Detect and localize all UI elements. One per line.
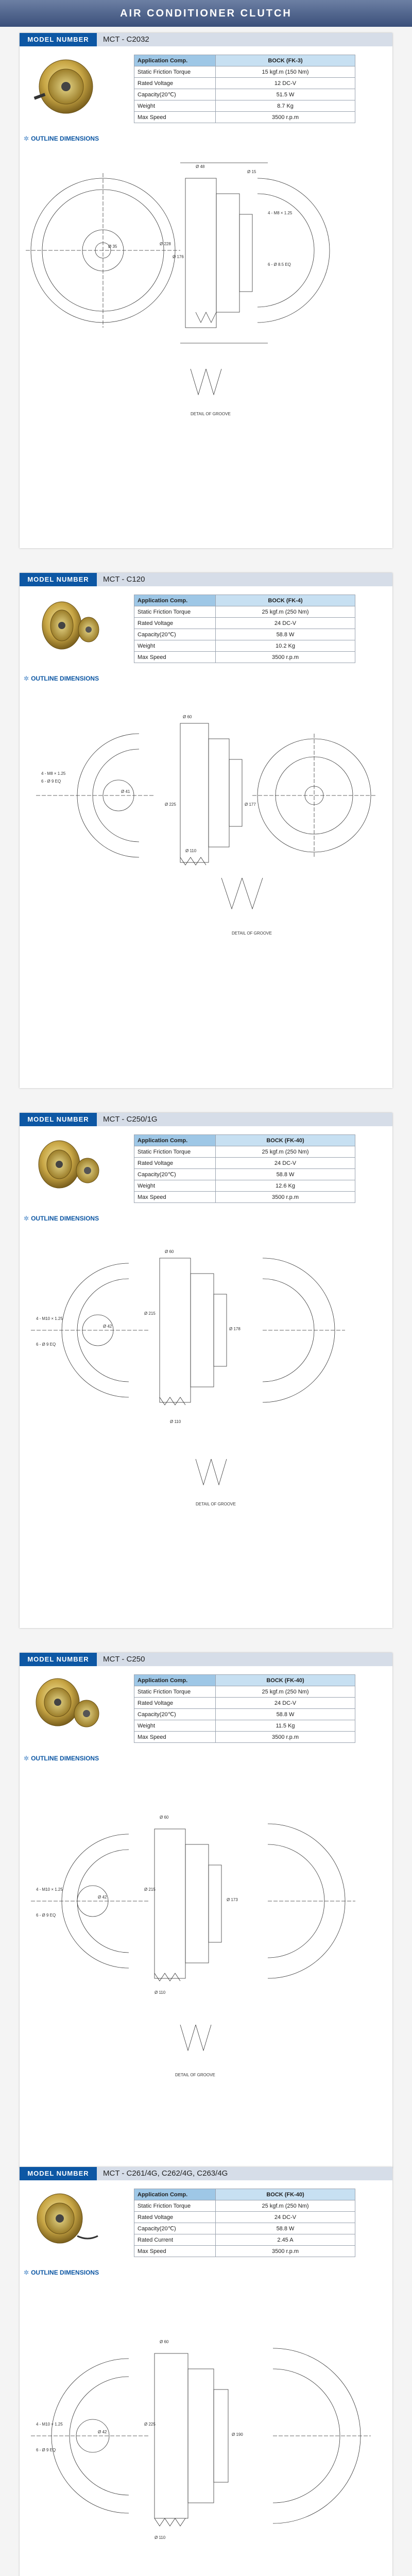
dimension-label: Ø 228 xyxy=(160,242,171,246)
table-row xyxy=(134,640,355,652)
table-cell: 3500 r.p.m xyxy=(216,1192,355,1203)
table-row xyxy=(134,1146,355,1158)
star-icon: ✲ xyxy=(24,675,29,682)
table-cell: BOCK (FK-40) xyxy=(216,2189,355,2200)
table-row xyxy=(134,2234,355,2246)
table-row xyxy=(134,1709,355,1720)
table-cell: 58.8 W xyxy=(216,1169,355,1180)
table-cell: Weight xyxy=(134,640,216,652)
table-cell: 24 DC-V xyxy=(216,1158,355,1169)
table-cell: 2.45 A xyxy=(216,2234,355,2246)
table-row xyxy=(134,606,355,618)
table-cell: 58.8 W xyxy=(216,629,355,640)
table-cell: 58.8 W xyxy=(216,1709,355,1720)
clutch-photo xyxy=(31,1136,103,1197)
product-panel-1 xyxy=(20,33,392,548)
outline-drawing xyxy=(26,1227,386,1516)
table-cell: Static Friction Torque xyxy=(134,1146,216,1158)
table-cell: Application Comp. xyxy=(134,55,216,66)
table-row xyxy=(134,595,355,606)
model-number-value: MCT - C120 xyxy=(103,575,145,584)
table-cell: 24 DC-V xyxy=(216,1698,355,1709)
model-bar xyxy=(20,573,392,586)
outline-heading xyxy=(24,1215,99,1222)
dimension-label: Ø 110 xyxy=(154,2535,166,2540)
table-row xyxy=(134,1192,355,1203)
model-number-value: MCT - C250 xyxy=(103,1655,145,1664)
outline-heading xyxy=(24,675,99,682)
table-cell: 25 kgf.m (250 Nm) xyxy=(216,1146,355,1158)
table-row xyxy=(134,1686,355,1698)
spec-table xyxy=(134,595,355,663)
table-cell: 25 kgf.m (250 Nm) xyxy=(216,1686,355,1698)
model-number-label: MODEL NUMBER xyxy=(20,2167,97,2180)
dimension-label: Ø 41 xyxy=(121,789,130,794)
spec-table xyxy=(134,1674,355,1743)
product-panel-4 xyxy=(20,1653,392,2168)
dimension-label: Ø 225 xyxy=(165,802,176,807)
outline-heading xyxy=(24,135,99,142)
table-row xyxy=(134,89,355,100)
clutch-photo xyxy=(31,1675,103,1737)
model-bar xyxy=(20,2167,392,2180)
dimension-label: Ø 110 xyxy=(185,849,197,853)
table-cell: Rated Voltage xyxy=(134,618,216,629)
table-cell: Weight xyxy=(134,100,216,112)
table-row xyxy=(134,618,355,629)
table-cell: Capacity(20℃) xyxy=(134,2223,216,2234)
table-cell: 25 kgf.m (250 Nm) xyxy=(216,606,355,618)
outline-title: OUTLINE DIMENSIONS xyxy=(31,1215,99,1222)
table-cell: Application Comp. xyxy=(134,595,216,606)
dimension-label: Ø 60 xyxy=(160,2340,169,2344)
table-cell: 8.7 Kg xyxy=(216,100,355,112)
dimension-label: DETAIL OF GROOVE xyxy=(232,931,272,936)
table-cell: Capacity(20℃) xyxy=(134,89,216,100)
dimension-label: 6 - Ø 9 EQ xyxy=(36,1342,56,1347)
table-cell: 11.5 Kg xyxy=(216,1720,355,1732)
table-row xyxy=(134,652,355,663)
dimension-label: Ø 60 xyxy=(183,715,192,719)
page-title: AIR CONDITIONER CLUTCH xyxy=(120,7,292,19)
table-cell: Rated Voltage xyxy=(134,78,216,89)
model-number-label: MODEL NUMBER xyxy=(20,1653,97,1666)
table-cell: 3500 r.p.m xyxy=(216,652,355,663)
dimension-label: Ø 110 xyxy=(154,1990,166,1995)
table-cell: Capacity(20℃) xyxy=(134,1169,216,1180)
dimension-label: DETAIL OF GROOVE xyxy=(196,1502,236,1506)
table-row xyxy=(134,78,355,89)
table-cell: Rated Current xyxy=(134,2234,216,2246)
table-cell: 58.8 W xyxy=(216,2223,355,2234)
table-cell: 51.5 W xyxy=(216,89,355,100)
table-cell: Rated Voltage xyxy=(134,2212,216,2223)
dimension-label: Ø 60 xyxy=(160,1815,169,1820)
table-cell: BOCK (FK-3) xyxy=(216,55,355,66)
table-cell: 10.2 Kg xyxy=(216,640,355,652)
table-row xyxy=(134,2189,355,2200)
dimension-label: DETAIL OF GROOVE xyxy=(175,2073,215,2077)
table-row xyxy=(134,100,355,112)
model-bar xyxy=(20,33,392,46)
table-row xyxy=(134,2212,355,2223)
clutch-photo xyxy=(31,56,103,117)
table-cell: Application Comp. xyxy=(134,2189,216,2200)
table-cell: 3500 r.p.m xyxy=(216,2246,355,2257)
dimension-label: Ø 177 xyxy=(245,802,256,807)
star-icon: ✲ xyxy=(24,1215,29,1222)
outline-drawing xyxy=(26,147,386,426)
model-number-value: MCT - C250/1G xyxy=(103,1115,158,1124)
star-icon: ✲ xyxy=(24,1755,29,1762)
table-cell: 12.6 Kg xyxy=(216,1180,355,1192)
dimension-label: Ø 60 xyxy=(165,1249,174,1254)
table-row xyxy=(134,629,355,640)
dimension-label: Ø 215 xyxy=(144,1887,156,1892)
outline-heading xyxy=(24,1755,99,1762)
table-cell: Max Speed xyxy=(134,112,216,123)
dimension-label: 4 - M10 × 1.25 xyxy=(36,1316,63,1321)
table-cell: 12 DC-V xyxy=(216,78,355,89)
dimension-label: Ø 215 xyxy=(144,1311,156,1316)
table-row xyxy=(134,2200,355,2212)
product-panel-5 xyxy=(20,2167,392,2576)
table-cell: Max Speed xyxy=(134,1732,216,1743)
dimension-label: Ø 176 xyxy=(173,255,184,259)
table-row xyxy=(134,66,355,78)
model-bar xyxy=(20,1653,392,1666)
table-row xyxy=(134,2246,355,2257)
model-number-value: MCT - C2032 xyxy=(103,35,149,44)
spec-table xyxy=(134,1134,355,1203)
table-cell: 3500 r.p.m xyxy=(216,1732,355,1743)
clutch-photo xyxy=(31,2190,103,2251)
dimension-label: Ø 48 xyxy=(196,164,205,169)
dimension-label: 4 - M10 × 1.25 xyxy=(36,2422,63,2427)
product-panel-3 xyxy=(20,1113,392,1628)
star-icon: ✲ xyxy=(24,135,29,142)
outline-drawing xyxy=(26,1767,386,2087)
spec-table xyxy=(134,55,355,123)
table-cell: Rated Voltage xyxy=(134,1158,216,1169)
dimension-label: Ø 42 xyxy=(98,1895,107,1900)
outline-title: OUTLINE DIMENSIONS xyxy=(31,675,99,682)
table-row xyxy=(134,1169,355,1180)
table-row xyxy=(134,1675,355,1686)
dimension-label: 6 - Ø 9 EQ xyxy=(41,779,61,784)
table-cell: BOCK (FK-4) xyxy=(216,595,355,606)
dimension-label: Ø 42 xyxy=(103,1324,112,1329)
table-cell: Capacity(20℃) xyxy=(134,1709,216,1720)
table-cell: Weight xyxy=(134,1720,216,1732)
table-cell: Application Comp. xyxy=(134,1675,216,1686)
dimension-label: Ø 190 xyxy=(232,2432,243,2437)
model-number-value: MCT - C261/4G, C262/4G, C263/4G xyxy=(103,2169,228,2178)
table-cell: Static Friction Torque xyxy=(134,2200,216,2212)
table-cell: 15 kgf.m (150 Nm) xyxy=(216,66,355,78)
dimension-label: Ø 110 xyxy=(170,1419,181,1424)
table-cell: Static Friction Torque xyxy=(134,606,216,618)
dimension-label: Ø 173 xyxy=(227,1897,238,1902)
table-row xyxy=(134,55,355,66)
dimension-label: 4 - M8 × 1.25 xyxy=(268,211,293,215)
dimension-label: DETAIL OF GROOVE xyxy=(191,412,231,416)
model-bar xyxy=(20,1113,392,1126)
dimension-label: Ø 178 xyxy=(229,1327,241,1331)
dimension-label: 6 - Ø 8.5 EQ xyxy=(268,262,291,267)
table-row xyxy=(134,2223,355,2234)
table-row xyxy=(134,1135,355,1146)
table-cell: BOCK (FK-40) xyxy=(216,1135,355,1146)
table-cell: Max Speed xyxy=(134,652,216,663)
table-row xyxy=(134,112,355,123)
table-row xyxy=(134,1720,355,1732)
star-icon: ✲ xyxy=(24,2269,29,2276)
table-cell: Static Friction Torque xyxy=(134,1686,216,1698)
spec-table xyxy=(134,2189,355,2257)
outline-title: OUTLINE DIMENSIONS xyxy=(31,135,99,142)
table-cell: 3500 r.p.m xyxy=(216,112,355,123)
dimension-label: 4 - M8 × 1.25 xyxy=(41,771,66,776)
table-cell: 24 DC-V xyxy=(216,618,355,629)
dimension-label: Ø 225 xyxy=(144,2422,156,2427)
table-cell: BOCK (FK-40) xyxy=(216,1675,355,1686)
dimension-label: 6 - Ø 9 EQ xyxy=(36,2448,56,2452)
product-panel-2 xyxy=(20,573,392,1088)
outline-heading xyxy=(24,2269,99,2276)
clutch-photo xyxy=(31,596,103,657)
model-number-label: MODEL NUMBER xyxy=(20,33,97,46)
table-cell: Capacity(20℃) xyxy=(134,629,216,640)
dimension-label: Ø 35 xyxy=(108,244,117,249)
dimension-label: Ø 15 xyxy=(247,170,256,174)
table-cell: Max Speed xyxy=(134,1192,216,1203)
outline-title: OUTLINE DIMENSIONS xyxy=(31,2269,99,2276)
dimension-label: Ø 42 xyxy=(98,2430,107,2434)
outline-title: OUTLINE DIMENSIONS xyxy=(31,1755,99,1762)
table-cell: Application Comp. xyxy=(134,1135,216,1146)
dimension-label: 6 - Ø 9 EQ xyxy=(36,1913,56,1918)
table-cell: Max Speed xyxy=(134,2246,216,2257)
outline-drawing xyxy=(26,687,386,955)
table-cell: Weight xyxy=(134,1180,216,1192)
table-row xyxy=(134,1732,355,1743)
model-number-label: MODEL NUMBER xyxy=(20,1113,97,1126)
table-row xyxy=(134,1698,355,1709)
table-cell: 25 kgf.m (250 Nm) xyxy=(216,2200,355,2212)
model-number-label: MODEL NUMBER xyxy=(20,573,97,586)
dimension-label: 4 - M10 × 1.25 xyxy=(36,1887,63,1892)
page-banner xyxy=(0,0,412,27)
table-cell: Static Friction Torque xyxy=(134,66,216,78)
table-cell: Rated Voltage xyxy=(134,1698,216,1709)
table-cell: 24 DC-V xyxy=(216,2212,355,2223)
table-row xyxy=(134,1180,355,1192)
outline-drawing xyxy=(26,2281,386,2576)
table-row xyxy=(134,1158,355,1169)
